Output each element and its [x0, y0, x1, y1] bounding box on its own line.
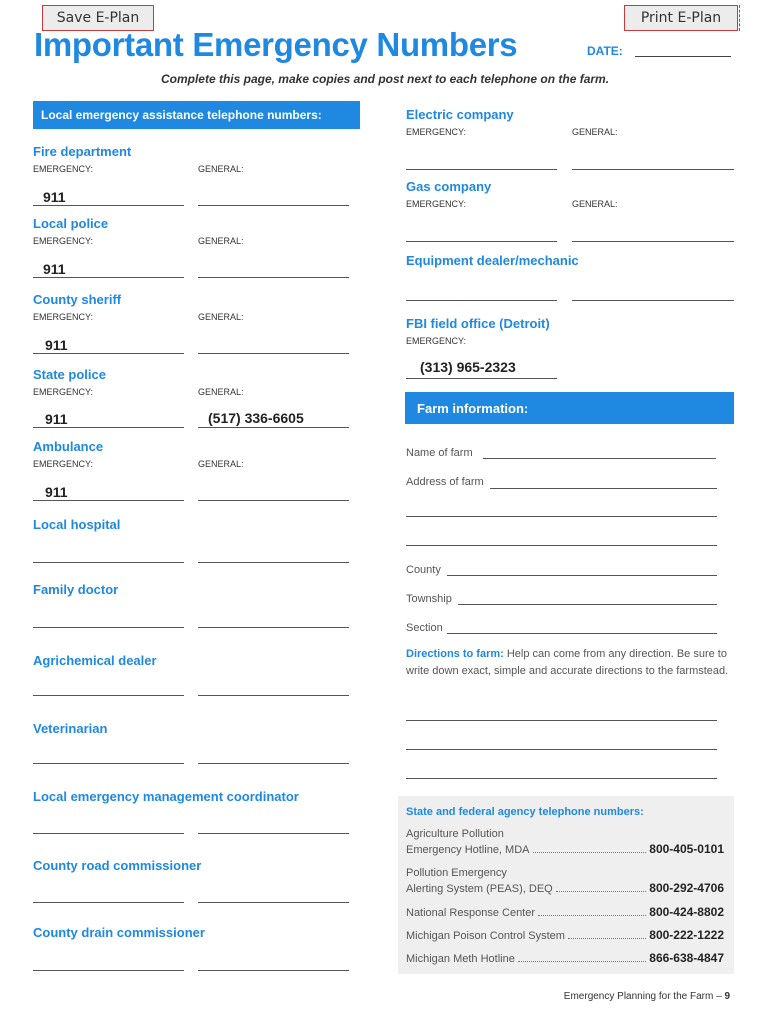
- section-label: Section: [406, 622, 443, 634]
- emergency-field[interactable]: [33, 500, 184, 501]
- agency-number: 800-424-8802: [649, 905, 724, 919]
- general-field[interactable]: [198, 763, 349, 764]
- footer-text: Emergency Planning for the Farm –: [563, 991, 722, 1002]
- general-label: GENERAL:: [198, 236, 244, 246]
- emergency-value: (313) 965-2323: [420, 359, 516, 375]
- farm-information-banner: Farm information:: [405, 392, 734, 424]
- agency-item: [406, 867, 724, 895]
- general-value: (517) 336-6605: [208, 410, 304, 426]
- address-of-farm-field[interactable]: [490, 488, 717, 489]
- agency-number: 800-292-4706: [649, 881, 724, 895]
- general-label: GENERAL:: [198, 164, 244, 174]
- agency-number: 866-638-4847: [649, 951, 724, 965]
- emergency-label: EMERGENCY:: [406, 127, 467, 137]
- general-label: GENERAL:: [198, 387, 244, 397]
- leader-dots: [518, 960, 646, 962]
- entry-title: Local emergency management coordinator: [33, 789, 299, 804]
- emergency-label: EMERGENCY:: [33, 164, 94, 174]
- general-label: GENERAL:: [198, 459, 244, 469]
- emergency-field[interactable]: [33, 695, 184, 696]
- general-field[interactable]: [198, 833, 349, 834]
- emergency-field[interactable]: [33, 562, 184, 563]
- agency-numbers-title: State and federal agency telephone numbers:: [406, 806, 644, 818]
- emergency-value: 911: [45, 411, 68, 427]
- general-field[interactable]: [572, 300, 734, 301]
- county-label: County: [406, 564, 441, 576]
- emergency-value: 911: [43, 189, 66, 205]
- agency-name-line1: Agriculture Pollution: [406, 828, 504, 840]
- page-number: 9: [724, 991, 730, 1002]
- emergency-field[interactable]: [406, 169, 557, 170]
- directions-title: Directions to farm:: [406, 648, 504, 660]
- directions-line-2[interactable]: [406, 749, 717, 750]
- general-field[interactable]: [198, 902, 349, 903]
- directions-to-farm: [406, 646, 731, 680]
- address-of-farm-label: Address of farm: [406, 476, 484, 488]
- entry-title: Electric company: [406, 107, 514, 122]
- township-label: Township: [406, 593, 452, 605]
- agency-number: 800-222-1222: [649, 928, 724, 942]
- entry-title: Veterinarian: [33, 721, 108, 736]
- page-title: Important Emergency Numbers: [34, 26, 518, 63]
- emergency-label: EMERGENCY:: [33, 387, 94, 397]
- leader-dots: [568, 937, 646, 939]
- section-field[interactable]: [447, 633, 717, 634]
- entry-title: Equipment dealer/mechanic: [406, 253, 579, 268]
- leader-dots: [538, 914, 646, 916]
- agency-item: [406, 905, 724, 919]
- entry-title: Family doctor: [33, 582, 119, 597]
- address-line-3-field[interactable]: [406, 545, 717, 546]
- save-eplan-button[interactable]: Save E-Plan: [42, 5, 154, 31]
- entry-title: FBI field office (Detroit): [406, 316, 550, 331]
- general-field[interactable]: [198, 277, 349, 278]
- agency-item: [406, 928, 724, 942]
- general-field[interactable]: [198, 562, 349, 563]
- directions-line-1[interactable]: [406, 720, 717, 721]
- general-field[interactable]: [198, 695, 349, 696]
- print-eplan-button[interactable]: Print E-Plan: [624, 5, 738, 31]
- emergency-label: EMERGENCY:: [406, 336, 467, 346]
- general-field[interactable]: [198, 970, 349, 971]
- agency-name: National Response Center: [406, 907, 536, 919]
- emergency-field[interactable]: [406, 241, 557, 242]
- emergency-field[interactable]: [406, 378, 557, 379]
- general-field[interactable]: [198, 427, 349, 428]
- date-field[interactable]: [635, 56, 731, 57]
- entry-title: County drain commissioner: [33, 925, 205, 940]
- emergency-field[interactable]: [406, 300, 557, 301]
- general-field[interactable]: [572, 241, 734, 242]
- emergency-label: EMERGENCY:: [406, 199, 467, 209]
- entry-title: County road commissioner: [33, 858, 202, 873]
- general-label: GENERAL:: [198, 312, 244, 322]
- agency-item: [406, 828, 724, 856]
- general-field[interactable]: [198, 627, 349, 628]
- entry-title: Local hospital: [33, 517, 121, 532]
- township-field[interactable]: [458, 604, 717, 605]
- date-label: DATE:: [587, 44, 623, 58]
- address-line-2-field[interactable]: [406, 516, 717, 517]
- agency-number: 800-405-0101: [649, 842, 724, 856]
- general-label: GENERAL:: [572, 199, 618, 209]
- agency-name: Michigan Poison Control System: [406, 930, 565, 942]
- agency-item: [406, 951, 724, 965]
- general-label: GENERAL:: [572, 127, 618, 137]
- name-of-farm-label: Name of farm: [406, 447, 473, 459]
- general-field[interactable]: [572, 169, 734, 170]
- entry-title: Gas company: [406, 179, 492, 194]
- leader-dots: [533, 851, 647, 853]
- general-field[interactable]: [198, 353, 349, 354]
- emergency-field[interactable]: [33, 763, 184, 764]
- entry-title: Local police: [33, 216, 109, 231]
- emergency-field[interactable]: [33, 833, 184, 834]
- local-numbers-banner: Local emergency assistance telephone numbers:: [33, 101, 360, 129]
- entry-title: State police: [33, 367, 106, 382]
- emergency-field[interactable]: [33, 277, 184, 278]
- emergency-label: EMERGENCY:: [33, 236, 94, 246]
- page-subtitle: Complete this page, make copies and post next to each telephone on the farm.: [160, 72, 610, 86]
- directions-text: Help can come from any direction. Be sure to write down exact, simple and accurate directions to the farmstead.: [406, 648, 729, 677]
- directions-line-3[interactable]: [406, 778, 717, 779]
- county-field[interactable]: [447, 575, 717, 576]
- emergency-value: 911: [43, 261, 66, 277]
- agency-name-line2: Emergency Hotline, MDA: [406, 844, 530, 856]
- entry-title: Fire department: [33, 144, 132, 159]
- agency-name-line1: Pollution Emergency: [406, 867, 507, 879]
- emergency-field[interactable]: [33, 627, 184, 628]
- emergency-value: 911: [45, 337, 68, 353]
- emergency-value: 911: [45, 484, 68, 500]
- general-field[interactable]: [198, 500, 349, 501]
- emergency-field[interactable]: [33, 970, 184, 971]
- emergency-field[interactable]: [33, 902, 184, 903]
- general-field[interactable]: [198, 205, 349, 206]
- emergency-field[interactable]: [33, 205, 184, 206]
- name-of-farm-field[interactable]: [483, 458, 716, 459]
- entry-title: Ambulance: [33, 439, 104, 454]
- entry-title: Agrichemical dealer: [33, 653, 157, 668]
- emergency-field[interactable]: [33, 353, 184, 354]
- agency-name-line2: Alerting System (PEAS), DEQ: [406, 883, 553, 895]
- emergency-label: EMERGENCY:: [33, 312, 94, 322]
- entry-title: County sheriff: [33, 292, 122, 307]
- page-footer: [564, 991, 730, 1002]
- emergency-label: EMERGENCY:: [33, 459, 94, 469]
- emergency-field[interactable]: [33, 427, 184, 428]
- agency-name: Michigan Meth Hotline: [406, 953, 515, 965]
- leader-dots: [556, 890, 647, 892]
